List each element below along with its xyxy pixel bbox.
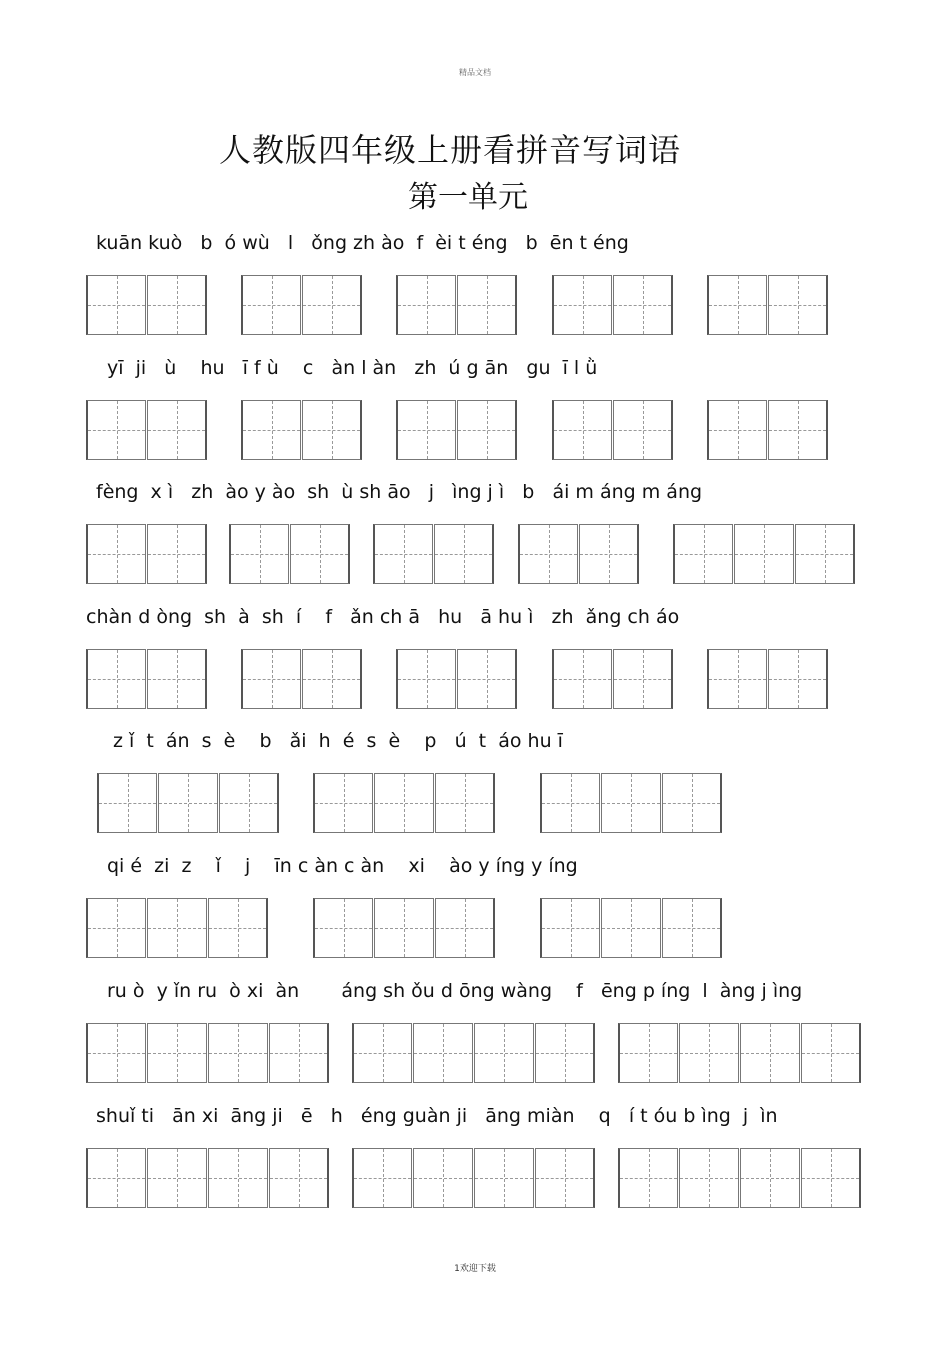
writing-box-group	[97, 773, 280, 835]
tian-grid-box[interactable]	[768, 275, 828, 335]
writing-box-group	[86, 1148, 330, 1210]
tian-grid-box[interactable]	[86, 275, 146, 335]
writing-box-group	[313, 773, 496, 835]
tian-grid-box[interactable]	[734, 524, 794, 584]
writing-box-group	[518, 524, 640, 586]
tian-grid-box[interactable]	[768, 649, 828, 709]
writing-box-group	[396, 400, 518, 462]
tian-grid-box[interactable]	[535, 1148, 595, 1208]
tian-grid-box[interactable]	[707, 275, 767, 335]
tian-grid-box[interactable]	[302, 649, 362, 709]
pinyin-line: chàn d òng sh à sh í f ǎn ch ā hu ā hu ì zh ǎng ch áo	[86, 606, 680, 628]
tian-grid-box[interactable]	[601, 898, 661, 958]
writing-box-group	[352, 1148, 596, 1210]
writing-box-group	[707, 275, 829, 337]
tian-grid-box[interactable]	[158, 773, 218, 833]
tian-grid-box[interactable]	[662, 898, 722, 958]
writing-box-group	[86, 898, 269, 960]
tian-grid-box[interactable]	[613, 275, 673, 335]
writing-box-group	[86, 649, 208, 711]
tian-grid-box[interactable]	[208, 898, 268, 958]
writing-box-group	[540, 773, 723, 835]
tian-grid-box[interactable]	[241, 649, 301, 709]
tian-grid-box[interactable]	[413, 1023, 473, 1083]
tian-grid-box[interactable]	[579, 524, 639, 584]
pinyin-line: fèng x ì zh ào y ào sh ù sh āo j ìng j ì b ái m áng m áng	[96, 481, 703, 503]
tian-grid-box[interactable]	[208, 1023, 268, 1083]
tian-grid-box[interactable]	[457, 275, 517, 335]
page-header: 精品文档	[459, 68, 491, 77]
tian-grid-box[interactable]	[373, 524, 433, 584]
tian-grid-box[interactable]	[552, 275, 612, 335]
tian-grid-box[interactable]	[86, 1148, 146, 1208]
tian-grid-box[interactable]	[434, 524, 494, 584]
tian-grid-box[interactable]	[147, 275, 207, 335]
tian-grid-box[interactable]	[457, 649, 517, 709]
writing-box-group	[552, 400, 674, 462]
writing-box-group	[229, 524, 351, 586]
tian-grid-box[interactable]	[673, 524, 733, 584]
tian-grid-box[interactable]	[457, 400, 517, 460]
tian-grid-box[interactable]	[801, 1148, 861, 1208]
writing-box-group	[241, 400, 363, 462]
tian-grid-box[interactable]	[413, 1148, 473, 1208]
writing-box-group	[552, 649, 674, 711]
writing-box-group	[707, 400, 829, 462]
tian-grid-box[interactable]	[396, 649, 456, 709]
writing-box-group	[396, 275, 518, 337]
tian-grid-box[interactable]	[269, 1023, 329, 1083]
writing-box-group	[707, 649, 829, 711]
tian-grid-box[interactable]	[352, 1148, 412, 1208]
tian-grid-box[interactable]	[352, 1023, 412, 1083]
tian-grid-box[interactable]	[290, 524, 350, 584]
tian-grid-box[interactable]	[540, 773, 600, 833]
tian-grid-box[interactable]	[147, 524, 207, 584]
tian-grid-box[interactable]	[707, 400, 767, 460]
tian-grid-box[interactable]	[86, 524, 146, 584]
tian-grid-box[interactable]	[795, 524, 855, 584]
tian-grid-box[interactable]	[768, 400, 828, 460]
writing-box-group	[241, 275, 363, 337]
tian-grid-box[interactable]	[147, 898, 207, 958]
tian-grid-box[interactable]	[618, 1148, 678, 1208]
writing-box-group	[86, 400, 208, 462]
tian-grid-box[interactable]	[86, 1023, 146, 1083]
writing-box-group	[86, 524, 208, 586]
tian-grid-box[interactable]	[147, 400, 207, 460]
tian-grid-box[interactable]	[679, 1148, 739, 1208]
tian-grid-box[interactable]	[740, 1148, 800, 1208]
tian-grid-box[interactable]	[474, 1148, 534, 1208]
tian-grid-box[interactable]	[302, 400, 362, 460]
tian-grid-box[interactable]	[269, 1148, 329, 1208]
tian-grid-box[interactable]	[147, 1023, 207, 1083]
tian-grid-box[interactable]	[435, 773, 495, 833]
tian-grid-box[interactable]	[662, 773, 722, 833]
tian-grid-box[interactable]	[540, 898, 600, 958]
writing-box-group	[241, 649, 363, 711]
writing-box-group	[396, 649, 518, 711]
tian-grid-box[interactable]	[86, 898, 146, 958]
tian-grid-box[interactable]	[241, 400, 301, 460]
tian-grid-box[interactable]	[374, 898, 434, 958]
tian-grid-box[interactable]	[613, 400, 673, 460]
tian-grid-box[interactable]	[618, 1023, 678, 1083]
page-title: 人教版四年级上册看拼音写词语	[218, 131, 681, 169]
tian-grid-box[interactable]	[374, 773, 434, 833]
tian-grid-box[interactable]	[474, 1023, 534, 1083]
tian-grid-box[interactable]	[535, 1023, 595, 1083]
tian-grid-box[interactable]	[229, 524, 289, 584]
pinyin-line: yī ji ù hu ī f ù c àn l àn zh ú g ān gu ī l ǜ	[107, 357, 598, 379]
tian-grid-box[interactable]	[601, 773, 661, 833]
page-footer: 1欢迎下载	[454, 1264, 496, 1274]
pinyin-line: shuǐ ti ān xi āng ji ē h éng guàn ji āng miàn q í t óu b ìng j ìn	[96, 1105, 778, 1127]
pinyin-line: ru ò y ǐn ru ò xi àn áng sh ǒu d ōng wàng f ēng p íng l àng j ìng	[107, 980, 803, 1002]
writing-box-group	[618, 1023, 862, 1085]
tian-grid-box[interactable]	[208, 1148, 268, 1208]
tian-grid-box[interactable]	[740, 1023, 800, 1083]
tian-grid-box[interactable]	[679, 1023, 739, 1083]
tian-grid-box[interactable]	[801, 1023, 861, 1083]
tian-grid-box[interactable]	[313, 773, 373, 833]
tian-grid-box[interactable]	[552, 649, 612, 709]
tian-grid-box[interactable]	[435, 898, 495, 958]
writing-box-group	[673, 524, 856, 586]
pinyin-line: kuān kuò b ó wù l ǒng zh ào f èi t éng b ēn t éng	[96, 232, 629, 254]
writing-box-group	[552, 275, 674, 337]
tian-grid-box[interactable]	[86, 649, 146, 709]
tian-grid-box[interactable]	[518, 524, 578, 584]
tian-grid-box[interactable]	[396, 275, 456, 335]
tian-grid-box[interactable]	[86, 400, 146, 460]
unit-subtitle: 第一单元	[408, 180, 528, 215]
tian-grid-box[interactable]	[97, 773, 157, 833]
tian-grid-box[interactable]	[241, 275, 301, 335]
tian-grid-box[interactable]	[552, 400, 612, 460]
writing-box-group	[618, 1148, 862, 1210]
pinyin-line: qi é zi z ǐ j īn c àn c àn xi ào y íng y íng	[107, 855, 578, 877]
writing-box-group	[352, 1023, 596, 1085]
writing-box-group	[86, 275, 208, 337]
tian-grid-box[interactable]	[613, 649, 673, 709]
tian-grid-box[interactable]	[313, 898, 373, 958]
writing-box-group	[373, 524, 495, 586]
tian-grid-box[interactable]	[707, 649, 767, 709]
writing-box-group	[313, 898, 496, 960]
tian-grid-box[interactable]	[219, 773, 279, 833]
pinyin-line: z ǐ t án s è b ǎi h é s è p ú t áo hu ī	[113, 730, 563, 752]
writing-box-group	[86, 1023, 330, 1085]
tian-grid-box[interactable]	[147, 1148, 207, 1208]
tian-grid-box[interactable]	[396, 400, 456, 460]
tian-grid-box[interactable]	[302, 275, 362, 335]
tian-grid-box[interactable]	[147, 649, 207, 709]
writing-box-group	[540, 898, 723, 960]
